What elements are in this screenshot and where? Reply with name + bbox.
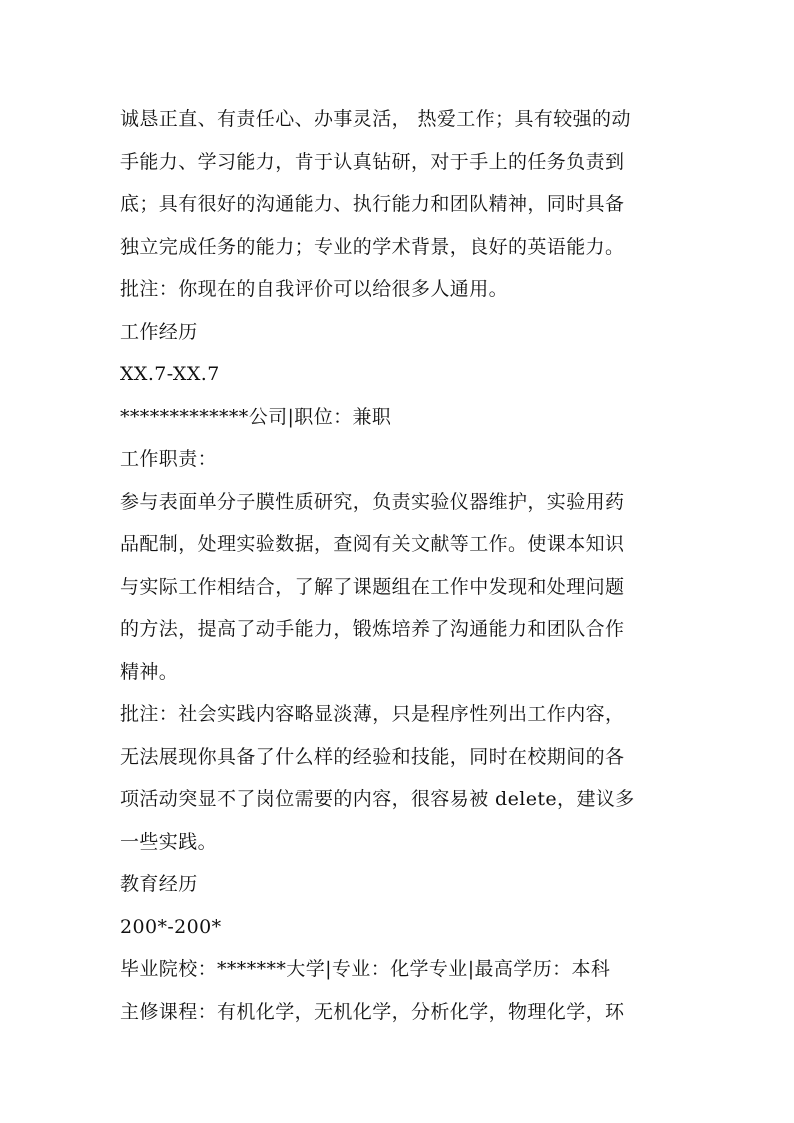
work-duties-line-4: 的方法，提高了动手能力，锻炼培养了沟通能力和团队合作 (120, 618, 625, 640)
self-evaluation-line-3: 底；具有很好的沟通能力、执行能力和团队精神，同时具备 (120, 193, 625, 215)
work-company-position: *************公司|职位：兼职 (120, 405, 392, 428)
work-duties-line-2: 品配制，处理实验数据，查阅有关文献等工作。使课本知识 (120, 533, 625, 555)
annotation-work-line-4: 一些实践。 (120, 830, 218, 853)
work-duties-line-5: 精神。 (120, 660, 179, 683)
section-heading-work-experience: 工作经历 (120, 320, 198, 343)
education-period: 200*-200* (120, 915, 222, 938)
work-period: XX.7-XX.7 (120, 363, 220, 385)
work-duties-label: 工作职责： (120, 448, 218, 470)
annotation-work-line-2: 无法展现你具备了什么样的经验和技能，同时在校期间的各 (120, 745, 625, 768)
annotation-work-line-1: 批注：社会实践内容略显淡薄，只是程序性列出工作内容， (120, 703, 625, 725)
annotation-work-line-3: 项活动突显不了岗位需要的内容，很容易被 delete，建议多 (120, 788, 635, 810)
section-heading-education: 教育经历 (120, 873, 198, 895)
self-evaluation-line-4: 独立完成任务的能力；专业的学术背景，良好的英语能力。 (120, 235, 625, 258)
self-evaluation-line-2: 手能力、学习能力，肯于认真钻研，对于手上的任务负责到 (120, 150, 625, 173)
education-courses: 主修课程：有机化学，无机化学，分析化学，物理化学，环 (120, 1000, 625, 1023)
self-evaluation-line-1: 诚恳正直、有责任心、办事灵活， 热爱工作；具有较强的动 (120, 108, 631, 130)
work-duties-line-3: 与实际工作相结合，了解了课题组在工作中发现和处理问题 (120, 575, 625, 598)
work-duties-line-1: 参与表面单分子膜性质研究，负责实验仪器维护，实验用药 (120, 490, 625, 513)
annotation-self-evaluation: 批注：你现在的自我评价可以给很多人通用。 (120, 278, 509, 300)
document-body (120, 98, 700, 1033)
education-school-major-degree: 毕业院校：*******大学|专业：化学专业|最高学历：本科 (120, 958, 611, 980)
